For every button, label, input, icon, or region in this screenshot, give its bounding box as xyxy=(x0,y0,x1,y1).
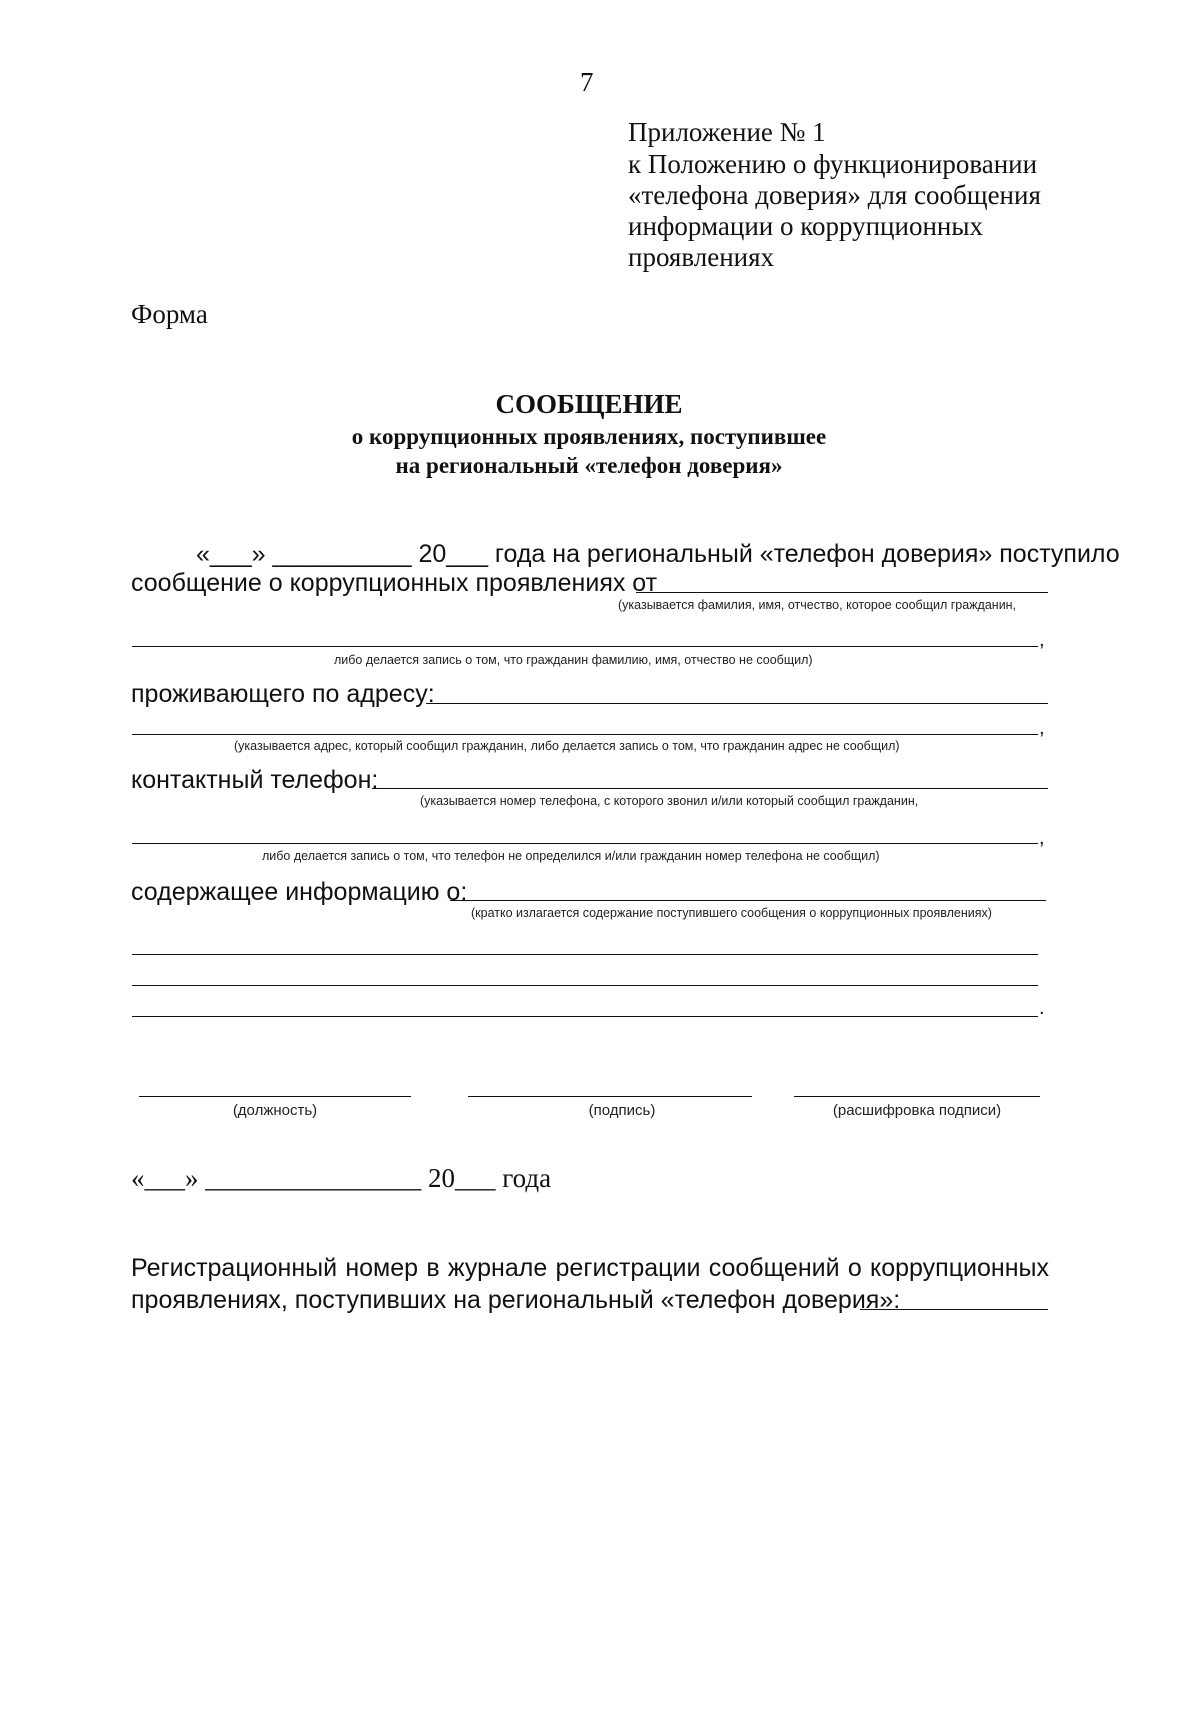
annex-line-5: проявлениях xyxy=(628,242,775,272)
from-hint-2: либо делается запись о том, что гражданин фамилию, имя, отчество не сообщил) xyxy=(334,653,813,667)
position-caption: (должность) xyxy=(232,1102,318,1119)
address-label: проживающего по адресу: xyxy=(131,680,435,708)
from-name-field[interactable] xyxy=(636,592,1048,593)
phone-field[interactable] xyxy=(372,788,1048,789)
registration-number-field[interactable] xyxy=(860,1309,1048,1310)
comma: , xyxy=(1039,717,1045,739)
content-line-4[interactable] xyxy=(132,1016,1038,1017)
page-number: 7 xyxy=(580,67,594,97)
annex-line-2: к Положению о функционировании xyxy=(628,149,1038,179)
received-date-line: «___» __________ 20___ года на региональный «телефон доверия» поступило xyxy=(196,540,1120,568)
title-line-2: о коррупционных проявлениях, поступившее xyxy=(351,424,827,449)
signature-caption: (подпись) xyxy=(588,1102,656,1119)
phone-label: контактный телефон: xyxy=(131,766,379,794)
annex-line-3: «телефона доверия» для сообщения xyxy=(628,180,1041,210)
phone-hint-2: либо делается запись о том, что телефон не определился и/или гражданин номер телефона не сообщил) xyxy=(262,849,880,863)
period: . xyxy=(1039,997,1045,1019)
address-field-continued[interactable] xyxy=(132,734,1038,735)
title-main: СООБЩЕНИЕ xyxy=(495,389,683,419)
phone-field-continued[interactable] xyxy=(132,843,1038,844)
signature-field[interactable] xyxy=(468,1096,752,1097)
signature-decoding-caption: (расшифровка подписи) xyxy=(832,1102,1002,1119)
signature-decoding-field[interactable] xyxy=(794,1096,1040,1097)
title-line-3: на региональный «телефон доверия» xyxy=(395,453,783,478)
registration-line-2: проявлениях, поступивших на региональный «телефон доверия»: xyxy=(131,1286,901,1314)
comma: , xyxy=(1039,629,1045,651)
address-hint: (указывается адрес, который сообщил гражданин, либо делается запись о том, что гражданин адрес не сообщил) xyxy=(234,739,900,753)
from-hint-1: (указывается фамилия, имя, отчество, которое сообщил гражданин, xyxy=(618,598,1017,612)
comma: , xyxy=(1039,827,1045,849)
registration-line-1: Регистрационный номер в журнале регистрации сообщений о коррупционных xyxy=(131,1254,1049,1282)
position-field[interactable] xyxy=(139,1096,411,1097)
content-label: содержащее информацию о: xyxy=(131,878,468,906)
content-line-3[interactable] xyxy=(132,985,1038,986)
signature-date-line: «___» ________________ 20___ года xyxy=(131,1163,552,1193)
form-label: Форма xyxy=(131,299,208,329)
from-name-field-continued[interactable] xyxy=(132,646,1038,647)
annex-line-4: информации о коррупционных xyxy=(628,211,983,241)
content-hint: (кратко излагается содержание поступившего сообщения о коррупционных проявлениях) xyxy=(471,906,992,920)
from-label: сообщение о коррупционных проявлениях от xyxy=(131,569,658,597)
content-line-2[interactable] xyxy=(132,954,1038,955)
content-field[interactable] xyxy=(450,900,1046,901)
address-field[interactable] xyxy=(426,703,1048,704)
phone-hint-1: (указывается номер телефона, с которого звонил и/или который сообщил гражданин, xyxy=(420,794,919,808)
annex-line-1: Приложение № 1 xyxy=(628,117,826,147)
